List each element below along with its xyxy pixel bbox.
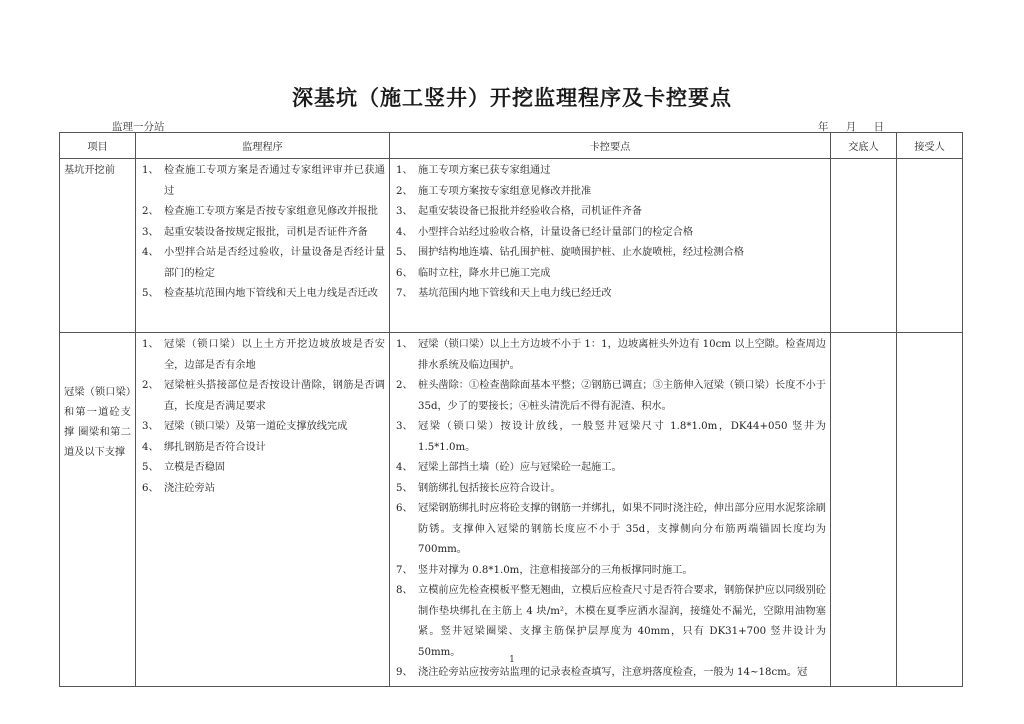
- procedure-step: 4、 绑扎钢筋是否符合设计: [142, 441, 266, 453]
- procedure-step: 6、 浇注砼旁站: [142, 482, 215, 494]
- control-points-cell: [390, 333, 831, 687]
- control-points-cell: [390, 159, 831, 333]
- table-row: [60, 333, 963, 687]
- table-header-row: [60, 133, 963, 159]
- procedure-step: 3、 冠梁（锁口梁）及第一道砼支撑放线完成: [142, 421, 348, 432]
- procedure-cell: [136, 159, 390, 333]
- header-control-points: 卡控要点: [390, 133, 831, 159]
- procedure-step: 2、 冠梁桩头搭接部位是否按设计凿除，钢筋是否调直，长度是否满足要求: [142, 380, 385, 412]
- control-point: 5、 钢筋绑扎包括接长应符合设计。: [396, 482, 561, 494]
- control-point: 2、 施工专项方案按专家组意见修改并批准: [396, 185, 592, 197]
- receiver-signature-cell[interactable]: [897, 333, 963, 687]
- header-item: 项目: [60, 133, 136, 159]
- table-row: [60, 159, 963, 333]
- page-number: 1: [509, 655, 515, 665]
- control-point: 4、 小型拌合站经过验收合格，计量设备已经计量部门的检定合格: [396, 226, 694, 238]
- document-title: 深基坑（施工竖井）开挖监理程序及卡控要点: [292, 85, 732, 110]
- control-point: 6、 冠梁钢筋绑扎时应将砼支撑的钢筋一并绑扎，如果不同时浇注砼，伸出部分应用水泥浆涂刷防锈。支撑伸入冠梁的钢筋长度应不小于 35d，支撑侧向分布筋两端锚固长度均为 700mm。: [396, 503, 826, 555]
- control-point: 7、 竖井对撑为 0.8*1.0m，注意相接部分的三角板撑同时施工。: [396, 564, 693, 576]
- control-point: 3、 冠梁（锁口梁）按设计放线，一般竖井冠梁尺寸 1.8*1.0m，DK44+050 竖井为 1.5*1.0m。: [396, 421, 826, 453]
- control-point: 7、 基坑范围内地下管线和天上电力线已经迁改: [396, 288, 612, 299]
- procedure-step: 4、 小型拌合站是否经过验收，计量设备是否经计量部门的检定: [142, 247, 385, 279]
- control-point: 3、 起重安装设备已报批并经验收合格，司机证件齐备: [396, 206, 643, 217]
- date-label: 年 月 日: [818, 121, 885, 133]
- procedure-step: 3、 起重安装设备按规定报批，司机是否证件齐备: [142, 226, 368, 238]
- header-procedure: 监理程序: [136, 133, 390, 159]
- header-handover: 交底人: [831, 133, 897, 159]
- procedure-step: 5、 检查基坑范围内地下管线和天上电力线是否迁改: [142, 288, 378, 299]
- header-receiver: 接受人: [897, 133, 963, 159]
- supervision-table: [59, 132, 963, 687]
- control-point: 6、 临时立柱，降水井已施工完成: [396, 267, 551, 279]
- receiver-signature-cell[interactable]: [897, 159, 963, 333]
- supervision-unit-label: 监理一分站: [112, 121, 165, 133]
- control-point: 8、 立模前应先检查模板平整无翘曲，立模后应检查尺寸是否符合要求，钢筋保护应以同级别砼制作垫块绑扎在主筋上 4 块/m²，木模在夏季应洒水湿润，接缝处不漏光，空隙用油物塞紧。竖井冠梁圈梁、支撑主筋保护层厚度为 40mm，只有 DK31+700 竖井设计为 50mm。: [396, 585, 826, 658]
- control-point: 1、 施工专项方案已获专家组通过: [396, 165, 551, 176]
- control-point: 9、 浇注砼旁站应按旁站监理的记录表检查填写，注意坍落度检查，一般为 14~18cm。冠: [396, 667, 808, 678]
- row-item-label: 基坑开挖前: [60, 159, 136, 333]
- control-point: 2、 桩头凿除：①检查凿除面基本平整；②钢筋已调直；③主筋伸入冠梁（锁口梁）长度不小于 35d，少了的要接长；④桩头清洗后不得有泥渣、积水。: [396, 380, 826, 412]
- procedure-step: 1、 检查施工专项方案是否通过专家组评审并已获通过: [142, 165, 385, 197]
- handover-signature-cell[interactable]: [831, 333, 897, 687]
- control-point: 1、 冠梁（锁口梁）以上土方边坡不小于 1：1，边坡离桩头外边有 10cm 以上空隙。检查周边排水系统及临边围护。: [396, 339, 826, 371]
- control-point: 4、 冠梁上部挡土墙（砼）应与冠梁砼一起施工。: [396, 462, 622, 473]
- procedure-step: 2、 检查施工专项方案是否按专家组意见修改并报批: [142, 206, 378, 217]
- row-item-label: 冠梁（锁口梁）和第一道砼支撑 圈梁和第二道及以下支撑: [60, 333, 136, 687]
- procedure-cell: [136, 333, 390, 687]
- control-point: 5、 围护结构地连墙、钻孔围护桩、旋喷围护桩、止水旋喷桩，经过检测合格: [396, 247, 744, 258]
- handover-signature-cell[interactable]: [831, 159, 897, 333]
- procedure-step: 5、 立模是否稳固: [142, 462, 226, 473]
- procedure-step: 1、 冠梁（锁口梁）以上土方开挖边坡放坡是否安全，边部是否有余地: [142, 339, 385, 371]
